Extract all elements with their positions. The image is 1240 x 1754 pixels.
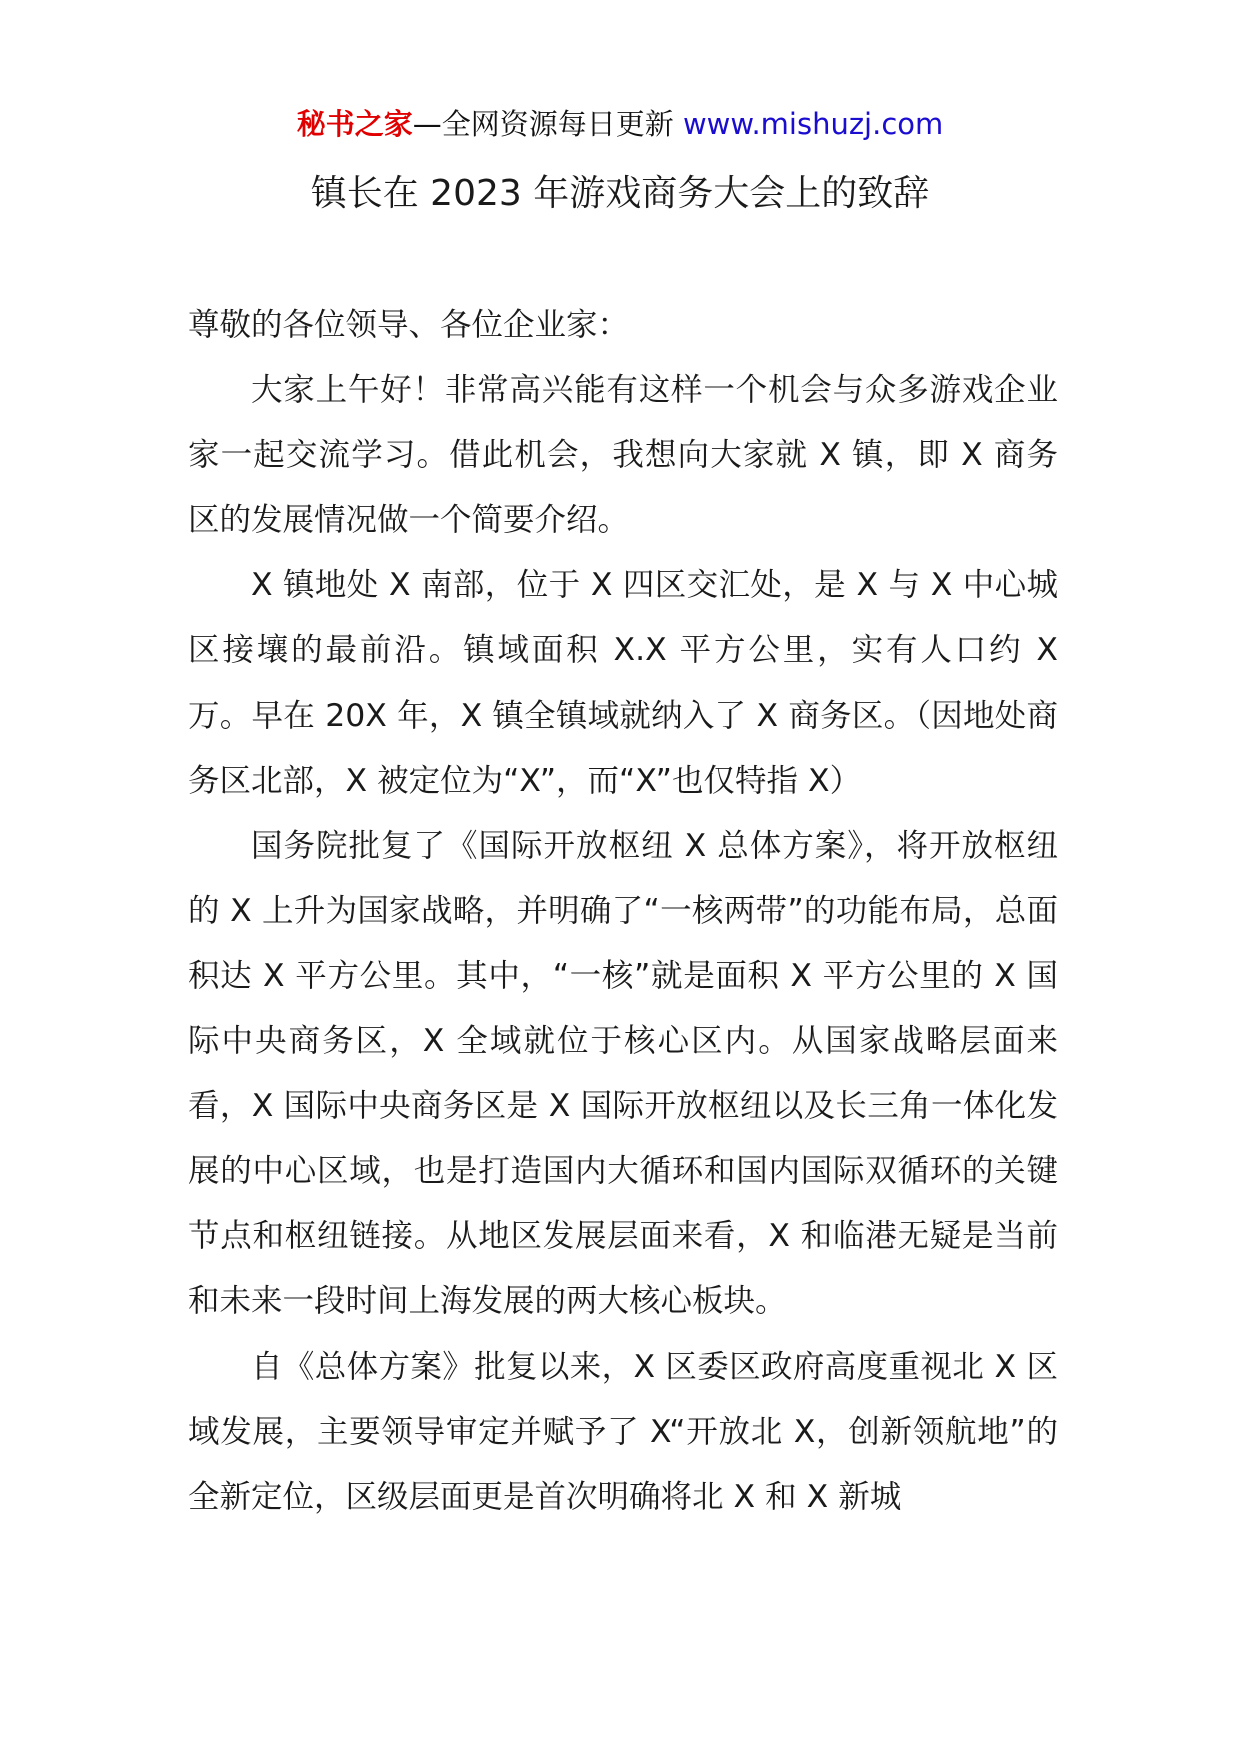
brand-name: 秘书之家 — [296, 107, 413, 141]
paragraph: 大家上午好！非常高兴能有这样一个机会与众多游戏企业家一起交流学习。借此机会，我想向大家就 X 镇，即 X 商务区的发展情况做一个简要介绍。 — [188, 372, 1058, 539]
site-header — [0, 102, 1240, 146]
paragraph: 国务院批复了《国际开放枢纽 X 总体方案》，将开放枢纽的 X 上升为国家战略，并明确了“一核两带”的功能布局，总面积达 X 平方公里。其中，“一核”就是面积 X 平方公里的 X 国际中央商务区，X 全域就位于核心区内。从国家战略层面来看，X 国际中央商务区是 X 国际开放枢纽以及长三角一体化发展的中心区域，也是打造国内大循环和国内国际双循环的关键节点和枢纽链接。从地区发展层面来看，X 和临港无疑是当前和未来一段时间上海发展的两大核心板块。 — [188, 827, 1058, 1320]
document-title: 镇长在 2023 年游戏商务大会上的致辞 — [310, 173, 930, 214]
paragraph: 自《总体方案》批复以来，X 区委区政府高度重视北 X 区域发展，主要领导审定并赋予了 X“开放北 X，创新领航地”的全新定位，区级层面更是首次明确将北 X 和 X 新城 — [188, 1348, 1058, 1515]
document-body — [188, 293, 1058, 1530]
paragraph: X 镇地处 X 南部，位于 X 四区交汇处，是 X 与 X 中心城区接壤的最前沿。镇域面积 X.X 平方公里，实有人口约 X 万。早在 20X 年，X 镇全镇域就纳入了 X 商务区。（因地处商务区北部，X 被定位为“X”，而“X”也仅特指 X） — [188, 567, 1058, 799]
site-tagline: —全网资源每日更新 — [412, 107, 683, 141]
salutation: 尊敬的各位领导、各位企业家： — [188, 307, 630, 343]
site-url-link[interactable]: www.mishuzj.com — [682, 107, 944, 141]
